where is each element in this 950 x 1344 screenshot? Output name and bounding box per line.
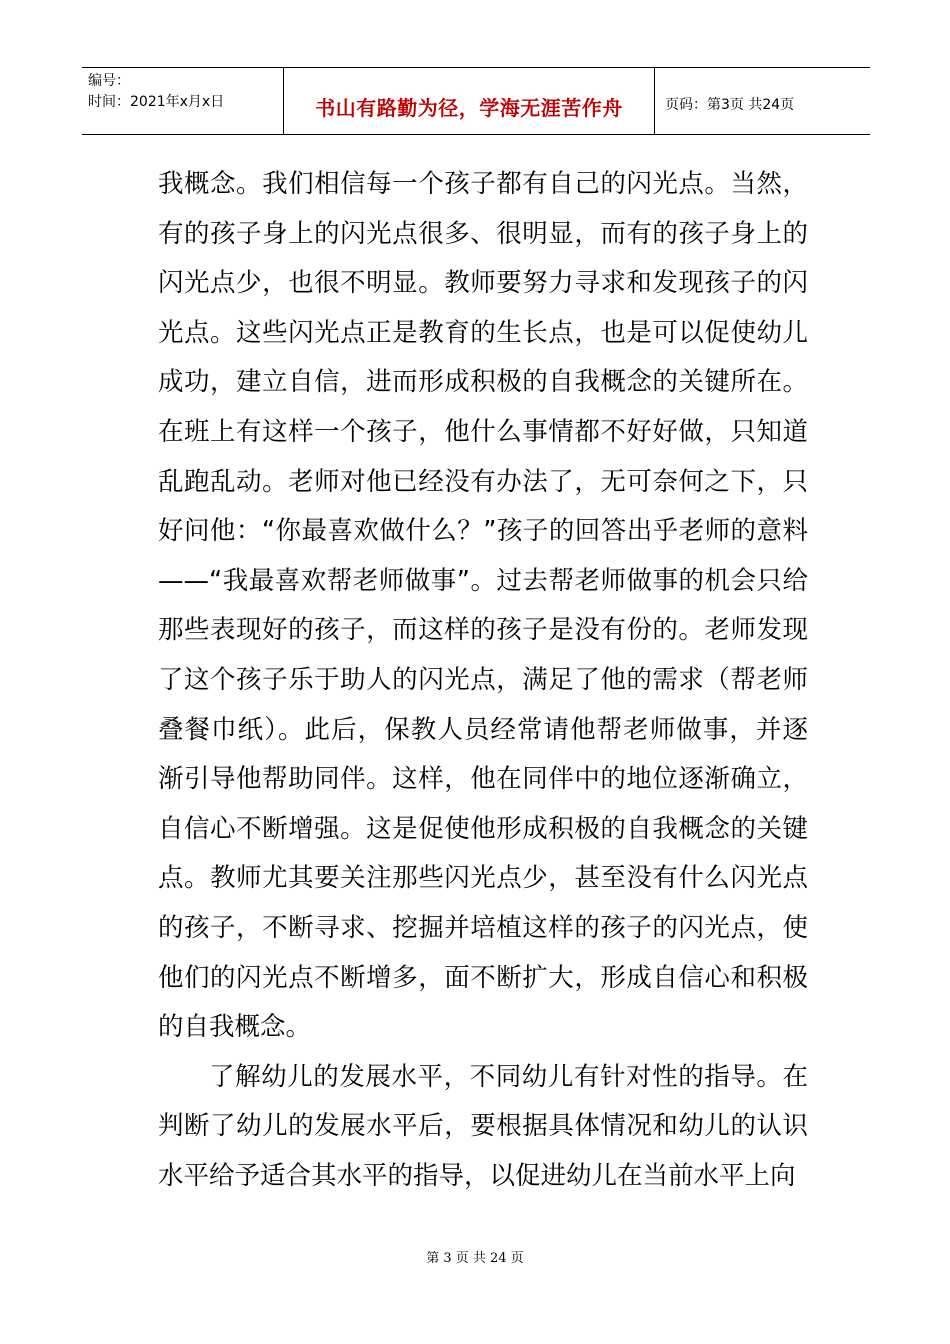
header-right-cell xyxy=(655,68,870,134)
document-date-label: 时间：2021年x月x日 xyxy=(88,94,225,110)
header-page-indicator: 页码：第3页 共24页 xyxy=(665,97,795,113)
body-paragraph-1: 我概念。我们相信每一个孩子都有自己的闪光点。当然，有的孩子身上的闪光点很多、很明显，而有的孩子身上的闪光点少，也很不明显。教师要努力寻求和发现孩子的闪光点。这些闪光点正是教育的生长点，也是可以促使幼儿成功，建立自信，进而形成积极的自我概念的关键所在。在班上有这样一个孩子，他什么事情都不好好做，只知道乱跑乱动。老师对他已经没有办法了，无可奈何之下，只好问他：“你最喜欢做什么？”孩子的回答出乎老师的意料——“我最喜欢帮老师做事”。过去帮老师做事的机会只给那些表现好的孩子，而这样的孩子是没有份的。老师发现了这个孩子乐于助人的闪光点，满足了他的需求（帮老师叠餐巾纸）。此后，保教人员经常请他帮老师做事，并逐渐引导他帮助同伴。这样，他在同伴中的地位逐渐确立，自信心不断增强。这是促使他形成积极的自我概念的关键点。教师尤其要关注那些闪光点少，甚至没有什么闪光点的孩子，不断寻求、挖掘并培植这样的孩子的闪光点，使他们的闪光点不断增多，面不断扩大，形成自信心和积极的自我概念。 xyxy=(158,169,808,1043)
header-motto: 书山有路勤为径，学海无涯苦作舟 xyxy=(315,96,623,120)
page-footer: 第 3 页 共 24 页 xyxy=(426,1251,524,1266)
document-number-label: 编号： xyxy=(88,73,130,89)
header-left-cell xyxy=(82,68,284,134)
header-middle-cell xyxy=(284,68,655,134)
body-paragraph-2: 了解幼儿的发展水平，不同幼儿有针对性的指导。在判断了幼儿的发展水平后，要根据具体情况和幼儿的认识水平给予适合其水平的指导，以促进幼儿在当前水平上向 xyxy=(158,1061,808,1191)
page-header xyxy=(82,67,870,135)
document-body xyxy=(158,160,808,1201)
